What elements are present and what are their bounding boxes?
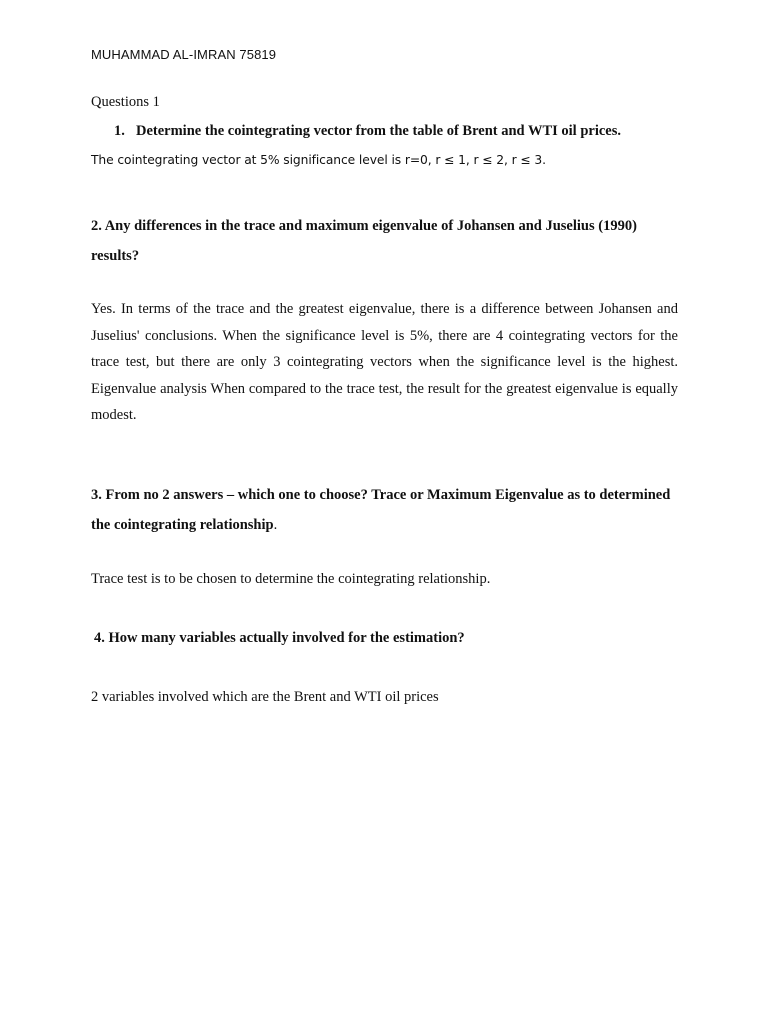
answer-1: The cointegrating vector at 5% significance level is r=0, r ≤ 1, r ≤ 2, r ≤ 3. <box>91 153 546 167</box>
answer-3: Trace test is to be chosen to determine the cointegrating relationship. <box>91 571 491 587</box>
question-1-number: 1. <box>114 123 125 139</box>
answer-2: Yes. In terms of the trace and the greatest eigenvalue, there is a difference between Johansen and Juselius' conclusions. When the significance level is 5%, there are 4 cointegrating vectors for the trace test, but there are only 3 cointegrating vectors when the significance level is the highest. Eigenvalue analysis When compared to the trace test, the result for the greatest eigenvalue is equally modest. <box>91 301 678 423</box>
question-1 <box>114 123 621 140</box>
question-4: 4. How many variables actually involved for the estimation? <box>94 630 465 646</box>
question-2: 2. Any differences in the trace and maximum eigenvalue of Johansen and Juselius (1990) results? <box>91 218 637 264</box>
author-header: MUHAMMAD AL-IMRAN 75819 <box>91 47 277 62</box>
section-title: Questions 1 <box>91 94 160 110</box>
question-1-text: Determine the cointegrating vector from the table of Brent and WTI oil prices. <box>136 123 621 139</box>
question-3 <box>91 480 681 540</box>
question-3-suffix: . <box>273 517 278 533</box>
question-3-text: 3. From no 2 answers – which one to choose? Trace or Maximum Eigenvalue as to determined the cointegrating relationship <box>91 487 671 533</box>
answer-4: 2 variables involved which are the Brent and WTI oil prices <box>91 689 439 705</box>
